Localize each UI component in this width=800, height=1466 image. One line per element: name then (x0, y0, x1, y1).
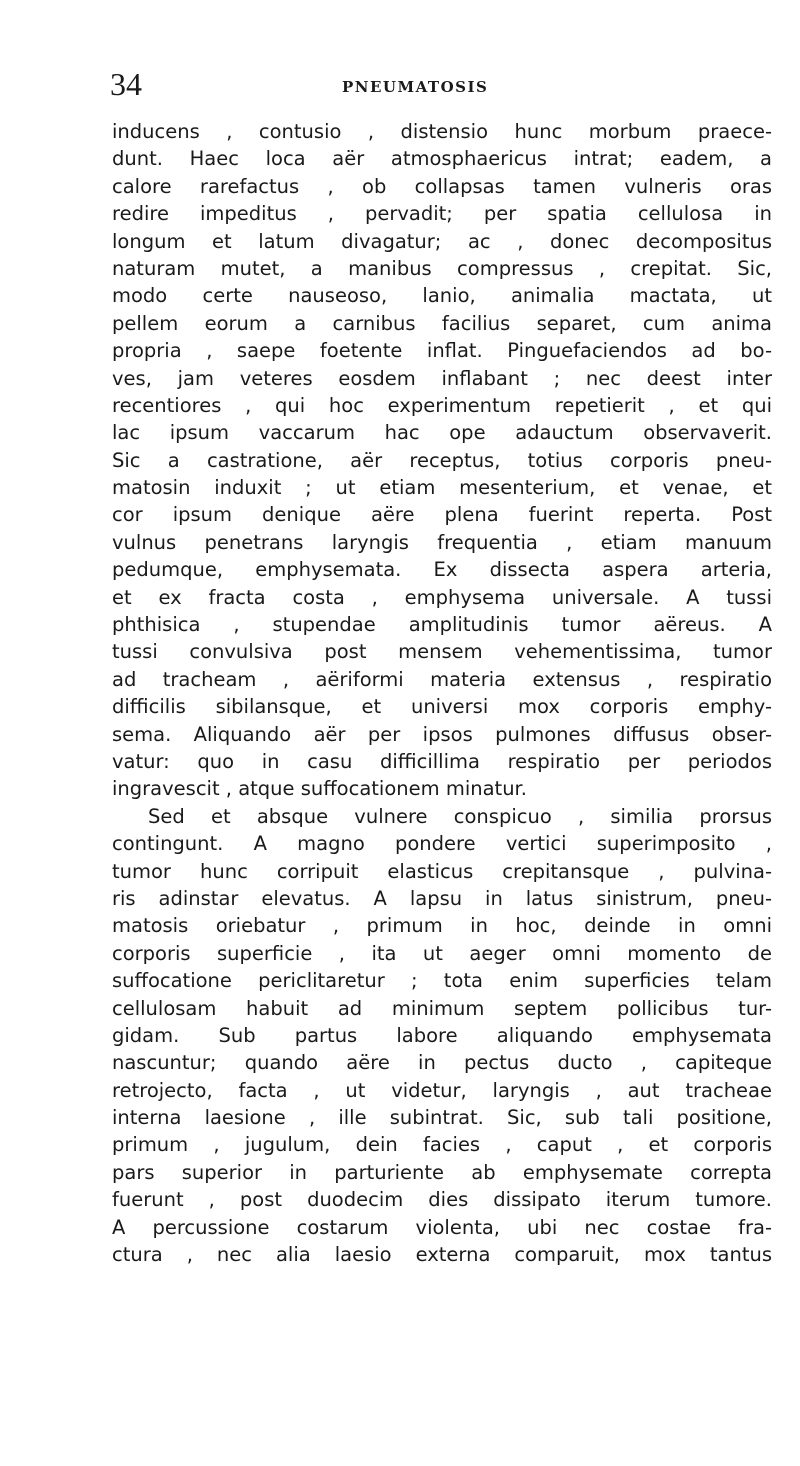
text-line: ad tracheam , aëriformi materia extensus , respiratio (112, 667, 772, 691)
text-line: modo certe nauseoso, lanio, animalia mactata, ut (112, 284, 772, 308)
text-line: interna laesione , ille subintrat. Sic, sub tali positione, (112, 1106, 772, 1130)
text-line: pellem eorum a carnibus facilius separet, cum anima (112, 311, 772, 335)
text-line: redire impeditus , pervadit; per spatia cellulosa in (112, 202, 772, 226)
text-line: pedumque, emphysemata. Ex dissecta aspera arteria, (112, 558, 772, 582)
text-line: pars superior in parturiente ab emphysemate correpta (112, 1160, 772, 1184)
text-line: inducens , contusio , distensio hunc morbum praece- (112, 120, 772, 143)
text-line: contingunt. A magno pondere vertici superimposito , (112, 832, 772, 856)
text-line: tumor hunc corripuit elasticus crepitansque , pulvina- (112, 859, 772, 883)
running-title: PNEUMATOSIS (342, 78, 489, 96)
text-line: suffocatione periclitaretur ; tota enim superficies telam (112, 969, 772, 993)
page-number: 34 (110, 66, 142, 102)
text-line: longum et latum divagatur; ac , donec decompositus (112, 229, 772, 253)
text-line: tussi convulsiva post mensem vehementissima, tumor (112, 640, 772, 664)
text-line: ves, jam veteres eosdem inflabant ; nec deest inter (112, 366, 772, 390)
text-line: A percussione costarum violenta, ubi nec costae fra- (112, 1215, 772, 1239)
text-line: Sic a castratione, aër receptus, totius corporis pneu- (112, 448, 772, 472)
text-line: sema. Aliquando aër per ipsos pulmones diffusus obser- (112, 722, 772, 746)
text-line: cellulosam habuit ad minimum septem pollicibus tur- (112, 996, 772, 1020)
text-line: ris adinstar elevatus. A lapsu in latus sinistrum, pneu- (112, 886, 772, 910)
text-line: nascuntur; quando aëre in pectus ducto , capiteque (112, 1051, 772, 1075)
text-line: primum , jugulum, dein facies , caput , et corporis (112, 1133, 772, 1157)
text-line: ctura , nec alia laesio externa comparuit, mox tantus (112, 1243, 772, 1267)
text-line: matosis oriebatur , primum in hoc, deinde in omni (112, 914, 772, 938)
text-line: difficilis sibilansque, et universi mox corporis emphy- (112, 695, 772, 719)
text-line: propria , saepe foetente inflat. Pinguefaciendos ad bo- (112, 339, 772, 363)
text-line: phthisica , stupendae amplitudinis tumor aëreus. A (112, 613, 772, 637)
text-line: vatur: quo in casu difficillima respiratio per periodos (112, 749, 772, 773)
text-line: gidam. Sub partus labore aliquando emphysemata (112, 1023, 772, 1047)
text-line: calore rarefactus , ob collapsas tamen vulneris oras (112, 174, 772, 198)
text-line: recentiores , qui hoc experimentum repetierit , et qui (112, 393, 772, 417)
text-line: vulnus penetrans laryngis frequentia , etiam manuum (112, 530, 772, 554)
running-head (110, 66, 770, 106)
text-line: retrojecto, facta , ut videtur, laryngis , aut tracheae (112, 1078, 772, 1102)
text-line: et ex fracta costa , emphysema universale. A tussi (112, 585, 772, 609)
text-line: cor ipsum denique aëre plena fuerint reperta. Post (112, 503, 772, 527)
text-line: fuerunt , post duodecim dies dissipato iterum tumore. (112, 1188, 772, 1212)
body-text (112, 118, 772, 1268)
text-line: corporis superficie , ita ut aeger omni momento de (112, 941, 772, 965)
text-line: naturam mutet, a manibus compressus , crepitat. Sic, (112, 256, 772, 280)
paragraph-end-line: ingravescit , atque suffocationem minatur. (112, 777, 527, 801)
text-line: lac ipsum vaccarum hac ope adauctum observaverit. (112, 421, 772, 445)
text-line: matosin induxit ; ut etiam mesenterium, et venae, et (112, 476, 772, 500)
text-line: dunt. Haec loca aër atmosphaericus intrat; eadem, a (112, 147, 772, 171)
paragraph-start-line: Sed et absque vulnere conspicuo , similia prorsus (148, 804, 772, 828)
